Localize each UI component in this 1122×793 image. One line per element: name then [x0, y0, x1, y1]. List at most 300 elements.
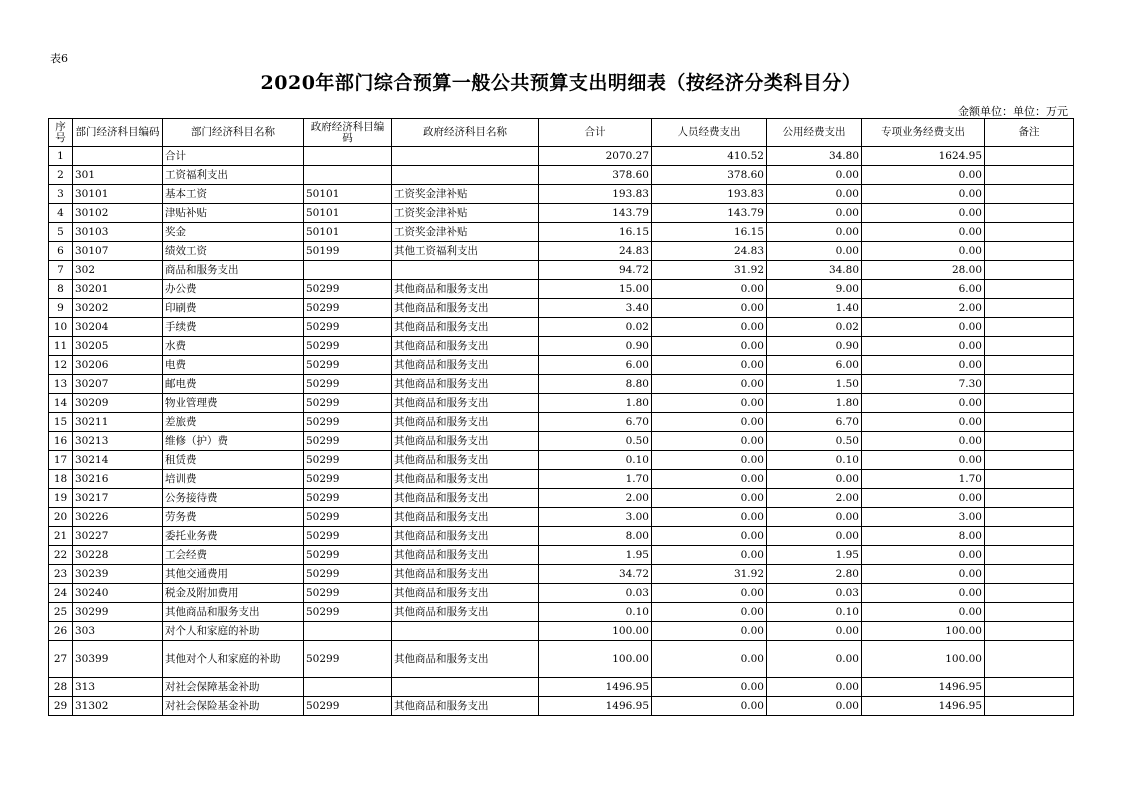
cell-seq: 17	[49, 451, 73, 470]
cell-dept-code: 30107	[73, 242, 163, 261]
cell-dept-code: 30201	[73, 280, 163, 299]
cell-gov-code: 50299	[304, 470, 392, 489]
cell-remark	[985, 508, 1074, 527]
cell-dept-name: 印刷费	[163, 299, 304, 318]
cell-dept-code: 30227	[73, 527, 163, 546]
cell-dept-code: 30207	[73, 375, 163, 394]
cell-public: 0.00	[767, 678, 862, 697]
cell-gov-name: 其他商品和服务支出	[392, 356, 539, 375]
cell-total: 2.00	[539, 489, 652, 508]
header-special: 专项业务经费支出	[862, 119, 985, 147]
cell-special: 0.00	[862, 603, 985, 622]
cell-dept-name: 水费	[163, 337, 304, 356]
cell-public: 34.80	[767, 147, 862, 166]
cell-special: 0.00	[862, 318, 985, 337]
cell-dept-name: 工会经费	[163, 546, 304, 565]
cell-dept-code: 30204	[73, 318, 163, 337]
cell-dept-code: 30211	[73, 413, 163, 432]
cell-dept-code: 30226	[73, 508, 163, 527]
cell-public: 0.90	[767, 337, 862, 356]
cell-remark	[985, 603, 1074, 622]
table-row	[49, 508, 1074, 527]
cell-personnel: 0.00	[652, 280, 767, 299]
cell-gov-name	[392, 166, 539, 185]
cell-dept-name: 委托业务费	[163, 527, 304, 546]
cell-public: 2.80	[767, 565, 862, 584]
cell-public: 0.00	[767, 527, 862, 546]
cell-total: 0.90	[539, 337, 652, 356]
cell-special: 1496.95	[862, 697, 985, 716]
cell-gov-name: 其他商品和服务支出	[392, 641, 539, 678]
cell-total: 143.79	[539, 204, 652, 223]
table-row	[49, 546, 1074, 565]
cell-public: 0.00	[767, 242, 862, 261]
cell-gov-code: 50299	[304, 432, 392, 451]
cell-personnel: 0.00	[652, 451, 767, 470]
cell-dept-code: 30209	[73, 394, 163, 413]
cell-total: 94.72	[539, 261, 652, 280]
cell-dept-code: 30102	[73, 204, 163, 223]
cell-dept-code: 30228	[73, 546, 163, 565]
cell-special: 100.00	[862, 622, 985, 641]
cell-dept-name: 培训费	[163, 470, 304, 489]
table-row	[49, 394, 1074, 413]
cell-seq: 28	[49, 678, 73, 697]
cell-dept-code: 30399	[73, 641, 163, 678]
cell-remark	[985, 337, 1074, 356]
budget-table	[48, 118, 1074, 716]
cell-seq: 25	[49, 603, 73, 622]
cell-gov-code: 50299	[304, 280, 392, 299]
header-personnel: 人员经费支出	[652, 119, 767, 147]
cell-public: 0.02	[767, 318, 862, 337]
table-row	[49, 242, 1074, 261]
cell-public: 6.70	[767, 413, 862, 432]
cell-public: 0.00	[767, 470, 862, 489]
cell-dept-name: 物业管理费	[163, 394, 304, 413]
cell-remark	[985, 546, 1074, 565]
cell-personnel: 0.00	[652, 697, 767, 716]
cell-dept-code: 30101	[73, 185, 163, 204]
cell-gov-code: 50299	[304, 356, 392, 375]
table-row	[49, 432, 1074, 451]
cell-personnel: 31.92	[652, 261, 767, 280]
cell-dept-name: 税金及附加费用	[163, 584, 304, 603]
cell-special: 0.00	[862, 489, 985, 508]
cell-seq: 12	[49, 356, 73, 375]
cell-seq: 1	[49, 147, 73, 166]
cell-gov-name: 其他商品和服务支出	[392, 337, 539, 356]
header-seq: 序号	[49, 119, 73, 147]
cell-special: 28.00	[862, 261, 985, 280]
cell-personnel: 0.00	[652, 413, 767, 432]
cell-dept-code: 30214	[73, 451, 163, 470]
cell-public: 0.50	[767, 432, 862, 451]
cell-seq: 20	[49, 508, 73, 527]
cell-special: 0.00	[862, 356, 985, 375]
cell-personnel: 0.00	[652, 622, 767, 641]
cell-gov-name: 工资奖金津补贴	[392, 204, 539, 223]
table-row	[49, 565, 1074, 584]
cell-seq: 14	[49, 394, 73, 413]
cell-special: 1624.95	[862, 147, 985, 166]
cell-public: 0.00	[767, 223, 862, 242]
header-gov-name: 政府经济科目名称	[392, 119, 539, 147]
cell-gov-code: 50299	[304, 697, 392, 716]
cell-gov-code: 50299	[304, 413, 392, 432]
cell-seq: 9	[49, 299, 73, 318]
cell-dept-code: 30213	[73, 432, 163, 451]
cell-dept-name: 工资福利支出	[163, 166, 304, 185]
cell-gov-code: 50299	[304, 584, 392, 603]
cell-gov-code	[304, 622, 392, 641]
cell-dept-code	[73, 147, 163, 166]
cell-gov-code	[304, 261, 392, 280]
cell-personnel: 0.00	[652, 470, 767, 489]
table-row	[49, 356, 1074, 375]
unit-label: 金额单位：单位：万元	[958, 105, 1068, 118]
table-row	[49, 622, 1074, 641]
cell-public: 0.00	[767, 166, 862, 185]
cell-dept-name: 邮电费	[163, 375, 304, 394]
cell-gov-name: 其他商品和服务支出	[392, 280, 539, 299]
cell-seq: 21	[49, 527, 73, 546]
cell-dept-name: 对个人和家庭的补助	[163, 622, 304, 641]
cell-gov-name: 其他商品和服务支出	[392, 527, 539, 546]
cell-remark	[985, 223, 1074, 242]
table-row	[49, 489, 1074, 508]
cell-remark	[985, 375, 1074, 394]
cell-gov-name	[392, 622, 539, 641]
cell-personnel: 193.83	[652, 185, 767, 204]
table-row	[49, 470, 1074, 489]
cell-total: 1.95	[539, 546, 652, 565]
cell-remark	[985, 641, 1074, 678]
cell-gov-name: 其他商品和服务支出	[392, 584, 539, 603]
table-row	[49, 204, 1074, 223]
cell-gov-name: 其他商品和服务支出	[392, 546, 539, 565]
cell-remark	[985, 584, 1074, 603]
cell-total: 8.00	[539, 527, 652, 546]
cell-public: 34.80	[767, 261, 862, 280]
cell-gov-name: 其他工资福利支出	[392, 242, 539, 261]
cell-special: 0.00	[862, 546, 985, 565]
cell-total: 1.70	[539, 470, 652, 489]
cell-total: 34.72	[539, 565, 652, 584]
cell-remark	[985, 489, 1074, 508]
header-gov-code: 政府经济科目编码	[304, 119, 392, 147]
cell-personnel: 0.00	[652, 603, 767, 622]
cell-remark	[985, 470, 1074, 489]
header-remark: 备注	[985, 119, 1074, 147]
cell-gov-code: 50299	[304, 299, 392, 318]
cell-public: 9.00	[767, 280, 862, 299]
cell-remark	[985, 299, 1074, 318]
header-total: 合计	[539, 119, 652, 147]
cell-dept-code: 301	[73, 166, 163, 185]
cell-total: 0.10	[539, 603, 652, 622]
cell-remark	[985, 166, 1074, 185]
cell-dept-name: 其他对个人和家庭的补助	[163, 641, 304, 678]
cell-dept-name: 对社会保障基金补助	[163, 678, 304, 697]
cell-special: 0.00	[862, 394, 985, 413]
cell-special: 8.00	[862, 527, 985, 546]
cell-personnel: 0.00	[652, 546, 767, 565]
cell-special: 1496.95	[862, 678, 985, 697]
cell-total: 0.03	[539, 584, 652, 603]
cell-dept-name: 差旅费	[163, 413, 304, 432]
cell-seq: 10	[49, 318, 73, 337]
cell-public: 0.10	[767, 603, 862, 622]
header-dept-name: 部门经济科目名称	[163, 119, 304, 147]
cell-remark	[985, 678, 1074, 697]
cell-dept-name: 公务接待费	[163, 489, 304, 508]
cell-gov-name: 其他商品和服务支出	[392, 697, 539, 716]
cell-gov-code: 50299	[304, 565, 392, 584]
cell-total: 378.60	[539, 166, 652, 185]
cell-gov-name: 其他商品和服务支出	[392, 470, 539, 489]
cell-special: 0.00	[862, 204, 985, 223]
cell-seq: 2	[49, 166, 73, 185]
cell-special: 0.00	[862, 185, 985, 204]
cell-public: 1.95	[767, 546, 862, 565]
cell-public: 0.10	[767, 451, 862, 470]
cell-gov-code: 50299	[304, 451, 392, 470]
cell-special: 0.00	[862, 166, 985, 185]
cell-personnel: 0.00	[652, 527, 767, 546]
cell-dept-name: 其他交通费用	[163, 565, 304, 584]
cell-gov-code	[304, 166, 392, 185]
cell-gov-code: 50199	[304, 242, 392, 261]
table-row	[49, 147, 1074, 166]
table-row	[49, 185, 1074, 204]
cell-seq: 15	[49, 413, 73, 432]
cell-dept-code: 30205	[73, 337, 163, 356]
cell-dept-name: 基本工资	[163, 185, 304, 204]
cell-special: 100.00	[862, 641, 985, 678]
cell-dept-name: 合计	[163, 147, 304, 166]
cell-personnel: 0.00	[652, 375, 767, 394]
cell-dept-name: 办公费	[163, 280, 304, 299]
table-row	[49, 413, 1074, 432]
cell-seq: 5	[49, 223, 73, 242]
cell-special: 0.00	[862, 242, 985, 261]
cell-personnel: 16.15	[652, 223, 767, 242]
cell-total: 24.83	[539, 242, 652, 261]
cell-gov-code: 50299	[304, 394, 392, 413]
cell-gov-code: 50101	[304, 223, 392, 242]
cell-personnel: 378.60	[652, 166, 767, 185]
cell-total: 0.10	[539, 451, 652, 470]
cell-remark	[985, 451, 1074, 470]
cell-gov-code: 50299	[304, 641, 392, 678]
cell-dept-name: 对社会保险基金补助	[163, 697, 304, 716]
cell-gov-name: 其他商品和服务支出	[392, 432, 539, 451]
cell-seq: 6	[49, 242, 73, 261]
cell-personnel: 0.00	[652, 489, 767, 508]
cell-gov-name: 其他商品和服务支出	[392, 299, 539, 318]
cell-remark	[985, 697, 1074, 716]
cell-personnel: 0.00	[652, 508, 767, 527]
cell-gov-code: 50299	[304, 489, 392, 508]
cell-special: 6.00	[862, 280, 985, 299]
cell-remark	[985, 204, 1074, 223]
cell-special: 7.30	[862, 375, 985, 394]
cell-remark	[985, 147, 1074, 166]
cell-gov-code: 50299	[304, 375, 392, 394]
cell-total: 1.80	[539, 394, 652, 413]
cell-seq: 26	[49, 622, 73, 641]
cell-dept-name: 奖金	[163, 223, 304, 242]
cell-total: 0.50	[539, 432, 652, 451]
cell-dept-code: 30299	[73, 603, 163, 622]
cell-seq: 19	[49, 489, 73, 508]
cell-remark	[985, 356, 1074, 375]
cell-dept-name: 电费	[163, 356, 304, 375]
cell-seq: 27	[49, 641, 73, 678]
cell-total: 16.15	[539, 223, 652, 242]
cell-seq: 3	[49, 185, 73, 204]
cell-special: 3.00	[862, 508, 985, 527]
cell-gov-name: 其他商品和服务支出	[392, 318, 539, 337]
cell-public: 1.50	[767, 375, 862, 394]
cell-special: 0.00	[862, 565, 985, 584]
cell-gov-name: 其他商品和服务支出	[392, 508, 539, 527]
cell-special: 2.00	[862, 299, 985, 318]
cell-dept-code: 302	[73, 261, 163, 280]
cell-seq: 4	[49, 204, 73, 223]
cell-personnel: 0.00	[652, 299, 767, 318]
cell-remark	[985, 432, 1074, 451]
cell-total: 193.83	[539, 185, 652, 204]
cell-remark	[985, 261, 1074, 280]
cell-gov-name: 其他商品和服务支出	[392, 413, 539, 432]
table-row	[49, 678, 1074, 697]
cell-gov-name: 其他商品和服务支出	[392, 394, 539, 413]
cell-gov-code: 50101	[304, 185, 392, 204]
table-row	[49, 223, 1074, 242]
cell-personnel: 31.92	[652, 565, 767, 584]
cell-personnel: 0.00	[652, 356, 767, 375]
cell-remark	[985, 280, 1074, 299]
cell-public: 0.00	[767, 697, 862, 716]
cell-remark	[985, 622, 1074, 641]
cell-personnel: 0.00	[652, 584, 767, 603]
cell-public: 6.00	[767, 356, 862, 375]
cell-remark	[985, 242, 1074, 261]
cell-dept-name: 其他商品和服务支出	[163, 603, 304, 622]
cell-public: 1.80	[767, 394, 862, 413]
table-header-row	[49, 119, 1074, 147]
header-dept-code: 部门经济科目编码	[73, 119, 163, 147]
cell-gov-name: 工资奖金津补贴	[392, 223, 539, 242]
cell-dept-name: 租赁费	[163, 451, 304, 470]
cell-total: 3.00	[539, 508, 652, 527]
cell-public: 0.00	[767, 204, 862, 223]
cell-gov-code	[304, 147, 392, 166]
cell-gov-name: 工资奖金津补贴	[392, 185, 539, 204]
cell-special: 0.00	[862, 223, 985, 242]
cell-dept-code: 31302	[73, 697, 163, 716]
cell-dept-code: 30206	[73, 356, 163, 375]
cell-dept-name: 维修（护）费	[163, 432, 304, 451]
table-row	[49, 641, 1074, 678]
cell-seq: 13	[49, 375, 73, 394]
cell-total: 15.00	[539, 280, 652, 299]
cell-total: 8.80	[539, 375, 652, 394]
cell-total: 2070.27	[539, 147, 652, 166]
cell-dept-name: 手续费	[163, 318, 304, 337]
cell-dept-name: 商品和服务支出	[163, 261, 304, 280]
cell-total: 6.70	[539, 413, 652, 432]
cell-gov-name: 其他商品和服务支出	[392, 603, 539, 622]
table-row	[49, 318, 1074, 337]
cell-gov-code: 50101	[304, 204, 392, 223]
cell-public: 1.40	[767, 299, 862, 318]
table-row	[49, 299, 1074, 318]
cell-special: 1.70	[862, 470, 985, 489]
cell-dept-code: 30202	[73, 299, 163, 318]
cell-public: 0.00	[767, 641, 862, 678]
table-row	[49, 603, 1074, 622]
cell-remark	[985, 527, 1074, 546]
cell-remark	[985, 318, 1074, 337]
cell-dept-name: 津贴补贴	[163, 204, 304, 223]
table-row	[49, 261, 1074, 280]
cell-seq: 18	[49, 470, 73, 489]
cell-remark	[985, 565, 1074, 584]
cell-seq: 16	[49, 432, 73, 451]
cell-total: 0.02	[539, 318, 652, 337]
cell-total: 1496.95	[539, 678, 652, 697]
cell-personnel: 143.79	[652, 204, 767, 223]
cell-gov-name	[392, 261, 539, 280]
table-row	[49, 337, 1074, 356]
cell-dept-name: 劳务费	[163, 508, 304, 527]
cell-total: 100.00	[539, 622, 652, 641]
cell-personnel: 410.52	[652, 147, 767, 166]
cell-personnel: 0.00	[652, 337, 767, 356]
cell-dept-name: 绩效工资	[163, 242, 304, 261]
cell-gov-code	[304, 678, 392, 697]
cell-gov-name: 其他商品和服务支出	[392, 489, 539, 508]
cell-gov-code: 50299	[304, 603, 392, 622]
table-row	[49, 166, 1074, 185]
table-row	[49, 451, 1074, 470]
table-row	[49, 584, 1074, 603]
cell-gov-code: 50299	[304, 337, 392, 356]
cell-special: 0.00	[862, 451, 985, 470]
cell-public: 0.03	[767, 584, 862, 603]
cell-total: 6.00	[539, 356, 652, 375]
cell-dept-code: 30103	[73, 223, 163, 242]
table-row	[49, 527, 1074, 546]
page-title: 2020年部门综合预算一般公共预算支出明细表（按经济分类科目分）	[260, 72, 862, 94]
cell-total: 100.00	[539, 641, 652, 678]
cell-gov-name: 其他商品和服务支出	[392, 375, 539, 394]
cell-seq: 29	[49, 697, 73, 716]
cell-personnel: 24.83	[652, 242, 767, 261]
cell-seq: 23	[49, 565, 73, 584]
cell-personnel: 0.00	[652, 394, 767, 413]
cell-seq: 22	[49, 546, 73, 565]
cell-gov-name: 其他商品和服务支出	[392, 451, 539, 470]
table-number: 表6	[50, 52, 68, 65]
cell-gov-name	[392, 147, 539, 166]
cell-total: 1496.95	[539, 697, 652, 716]
cell-public: 0.00	[767, 185, 862, 204]
cell-remark	[985, 413, 1074, 432]
